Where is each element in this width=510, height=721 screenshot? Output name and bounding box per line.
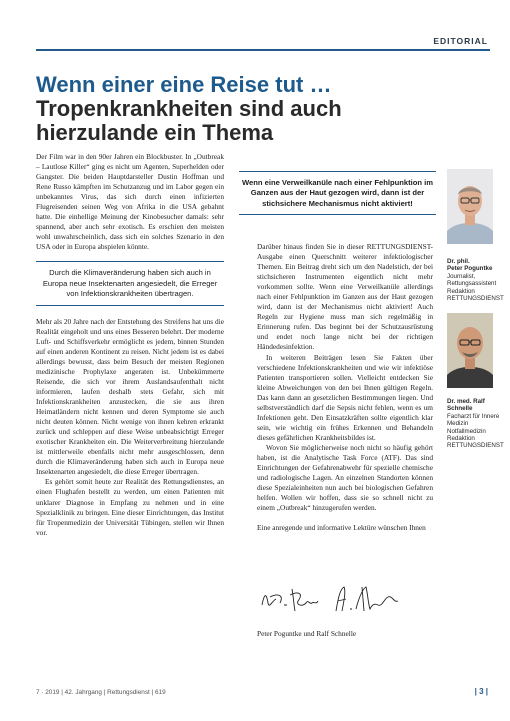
author-role: Rettungsassistent	[447, 280, 497, 288]
pullquote-climate: Durch die Klimaveränderung haben sich auch in Europa neue Insektenarten angesiedelt, die Erreger von Infektionskrankheiten übertragen.	[36, 261, 224, 305]
signers: Peter Poguntke und Ralf Schnelle	[257, 629, 357, 638]
author-role: Notfallmedizin	[447, 427, 486, 435]
column-right	[257, 242, 433, 533]
section-header	[36, 31, 490, 51]
paragraph-articles: In weiteren Beiträgen lesen Sie Fakten über verschiedene Infektionskrankheiten und wie wir infektiöse Patienten transportieren sollen. Vielleicht entdecken Sie kleine Abweichungen von den bei Ihnen gültigen Regeln. Das kann dann an gesetzlichen Bestimmungen liegen. Und selbstverständlich darf die Sepsis nicht fehlen, wenn es um Infektionen geht. Den Einsatzkräften sollte eigentlich klar sein, wie wichtig ein frühes Erkennen und Behandeln dieses gefährlichen Krankheitsbildes ist.	[257, 352, 433, 442]
page-number: | 3 |	[474, 687, 488, 696]
paragraph-closing: Eine anregende und informative Lektüre wünschen Ihnen	[257, 523, 426, 533]
author-role: Redaktion	[447, 287, 475, 295]
portrait-icon	[447, 169, 493, 244]
author-caption-poguntke	[447, 258, 507, 302]
author-role: Redaktion	[447, 435, 475, 443]
headline	[36, 73, 456, 145]
headline-line-1: Wenn einer eine Reise tut …	[36, 72, 332, 97]
paragraph-reality: Mehr als 20 Jahre nach der Entstehung des Streifens hat uns die Realität eingeholt und uns eines Besseren belehrt. Der moderne Luft- und Schiffsverkehr ermöglicht es jedem, binnen Stunden auf einen anderen Kontinent zu reisen. Nicht jedem ist es dabei allerdings bewusst, dass beim Besuch der meisten Regionen medizinische Prophylaxe angeraten ist. Unbekümmerte Reisende, die sich vor ihrem Auslandsaufenthalt nicht informieren, laufen deshalb stets Gefahr, sich mit Infektionskrankheiten anzustecken, die sie aus ihren Heimatländern nicht kennen und deren Symptome sie auch nicht deuten können. Nicht wenige von ihnen kehren erkrankt zurück und schleppen auf diese Weise unbeabsichtigt Erreger exotischer Krankheiten ein. Die Weiterverbreitung hierzulande ist mittlerweile ebenfalls nicht mehr ausgeschlossen, denn durch die Klimaveränderung haben sich auch in Europa neue Insektenarten angesiedelt, die diese Erreger übertragen.	[36, 316, 224, 477]
header-rule	[36, 49, 490, 51]
author-role: Medizin	[447, 420, 469, 428]
author-role: Journalist,	[447, 272, 476, 280]
column-left	[36, 152, 224, 538]
portrait-icon	[447, 313, 493, 388]
paragraph-atf: Wovon Sie möglicherweise noch nicht so häufig gehört haben, ist die Analytische Task Force (ATF). Das sind Einrichtungen der Gefahrenabwehr für spezielle chemische und radiologische Lagen. An einzelnen Standorten können diese Spezialeinheiten nun auch bei biologischen Gefahren helfen. Wollen wir hoffen, dass sie so schnell nicht zu einem „Outbreak“ hinzugerufen werden.	[257, 442, 433, 513]
pullquote-cannula: Wenn eine Verweilkanüle nach einer Fehlpunktion im Ganzen aus der Haut gezogen wird, dann ist der stichsichere Mechanismus nicht aktiviert!	[239, 171, 436, 215]
headline-line-2: Tropenkrankheiten sind auch hierzulande ein Thema	[36, 96, 342, 145]
page-footer	[36, 687, 490, 701]
author-name: Dr. med. Ralf Schnelle	[447, 398, 485, 413]
author-role: RETTUNGSDIENST	[447, 442, 504, 450]
author-photo-schnelle	[447, 313, 493, 388]
section-label: EDITORIAL	[433, 36, 488, 46]
paragraph-topics: Darüber hinaus finden Sie in dieser RETTUNGSDIENST-Ausgabe einen Querschnitt weiterer infektiologischer Themen. Ein Beitrag dreht sich um den Nadelstich, der bei stichsicheren Instrumenten eigentlich nicht mehr vorkommen sollte. Wenn eine Verweilkanüle allerdings nach einer Fehlpunktion im Ganzen aus der Haut gezogen wird, dann ist der Mechanismus nicht aktiviert! Auch Regeln zur Hygiene muss man sich regelmäßig in Erinnerung rufen. Das beginnt bei der Schutzausrüstung und endet noch lange nicht bei der richtigen Händedesinfektion.	[257, 242, 433, 352]
issue-info: 7 · 2019 | 42. Jahrgang | Rettungsdienst | 619	[36, 689, 166, 696]
paragraph-rescue: Es gehört somit heute zur Realität des Rettungsdienstes, an einen Flughafen bestellt zu werden, um einen Patienten mit unklarer Diagnose in Empfang zu nehmen und in eine Spezialklinik zu bringen. Eine dieser Einrichtungen, das Institut für Tropenmedizin der Universität Tübingen, stellen wir Ihnen vor.	[36, 477, 224, 537]
author-role: RETTUNGSDIENST	[447, 295, 504, 303]
author-caption-schnelle	[447, 398, 507, 450]
author-name: Peter Poguntke	[447, 265, 493, 273]
author-name: Dr. phil.	[447, 258, 470, 265]
handwritten-signatures	[258, 581, 408, 617]
paragraph-intro: Der Film war in den 90er Jahren ein Blockbuster. In „Outbreak – Lautlose Killer“ ging es nicht um Agenten, Superhelden oder Gangster. Die beiden Hauptdarsteller Dustin Hoffman und Rene Russo kämpften im Schutzanzug und im Labor gegen ein unbekanntes Virus, das sich durch einen infizierten Flugreisenden seinen Weg von Afrika in die USA gebahnt hatte. Die einhellige Meinung der Kinobesucher damals: sehr spannend, aber auch sehr exotisch. Es erschien den meisten wohl unwahrscheinlich, dass sich ein solches Szenario in den USA oder in Europa abspielen könnte.	[36, 152, 224, 252]
author-photo-poguntke	[447, 169, 493, 244]
author-role: Facharzt für Innere	[447, 412, 500, 420]
